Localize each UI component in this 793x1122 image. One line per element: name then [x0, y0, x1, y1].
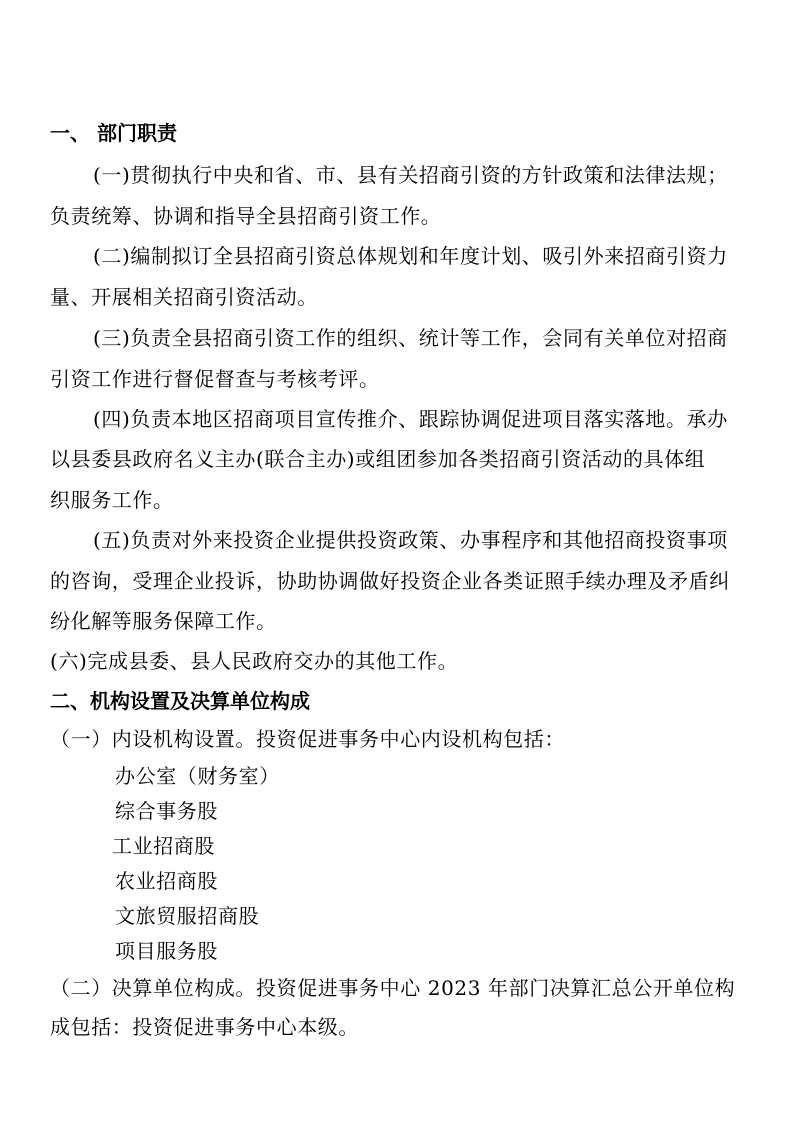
- para-5-line-1: (五)负责对外来投资企业提供投资政策、办事程序和其他招商投资事项: [93, 528, 728, 552]
- org-unit-item: 农业招商股: [115, 869, 218, 893]
- section-1-heading: 一、 部门职责: [50, 121, 177, 145]
- section-2-para-1: （一）内设机构设置。投资促进事务中心内设机构包括：: [50, 727, 565, 751]
- para-5-line-2: 的咨询，受理企业投诉，协助协调做好投资企业各类证照手续办理及矛盾纠: [50, 569, 730, 593]
- para-5-line-3: 纷化解等服务保障工作。: [50, 609, 277, 633]
- para-4-line-1: (四)负责本地区招商项目宣传推介、跟踪协调促进项目落实落地。承办: [93, 407, 728, 431]
- org-unit-item: 文旅贸服招商股: [115, 904, 260, 928]
- para-2-line-1: (二)编制拟订全县招商引资总体规划和年度计划、吸引外来招商引资力: [93, 244, 728, 268]
- section-2-heading: 二、机构设置及决算单位构成: [50, 689, 310, 713]
- org-unit-item: 项目服务股: [115, 939, 218, 963]
- para-3-line-1: (三)负责全县招商引资工作的组织、统计等工作，会同有关单位对招商: [93, 326, 728, 350]
- para-3-line-2: 引资工作进行督促督查与考核考评。: [50, 367, 380, 391]
- para-4-line-2: 以县委县政府名义主办(联合主办)或组团参加各类招商引资活动的具体组: [50, 447, 706, 471]
- org-unit-item: 工业招商股: [112, 834, 215, 858]
- para-6-line-1: (六)完成县委、县人民政府交办的其他工作。: [50, 649, 459, 673]
- para-4-line-3: 织服务工作。: [50, 488, 174, 512]
- section-2-para-2-line-1: （二）决算单位构成。投资促进事务中心 2023 年部门决算汇总公开单位构: [50, 976, 736, 1000]
- section-2-para-2-line-2: 成包括：投资促进事务中心本级。: [50, 1015, 359, 1039]
- org-unit-item: 办公室（财务室）: [115, 764, 280, 788]
- para-2-line-2: 量、开展相关招商引资活动。: [50, 285, 318, 309]
- para-1-line-2: 负责统筹、协调和指导全县招商引资工作。: [50, 204, 442, 228]
- para-1-line-1: (一)贯彻执行中央和省、市、县有关招商引资的方针政策和法律法规；: [93, 163, 728, 187]
- org-unit-item: 综合事务股: [115, 799, 218, 823]
